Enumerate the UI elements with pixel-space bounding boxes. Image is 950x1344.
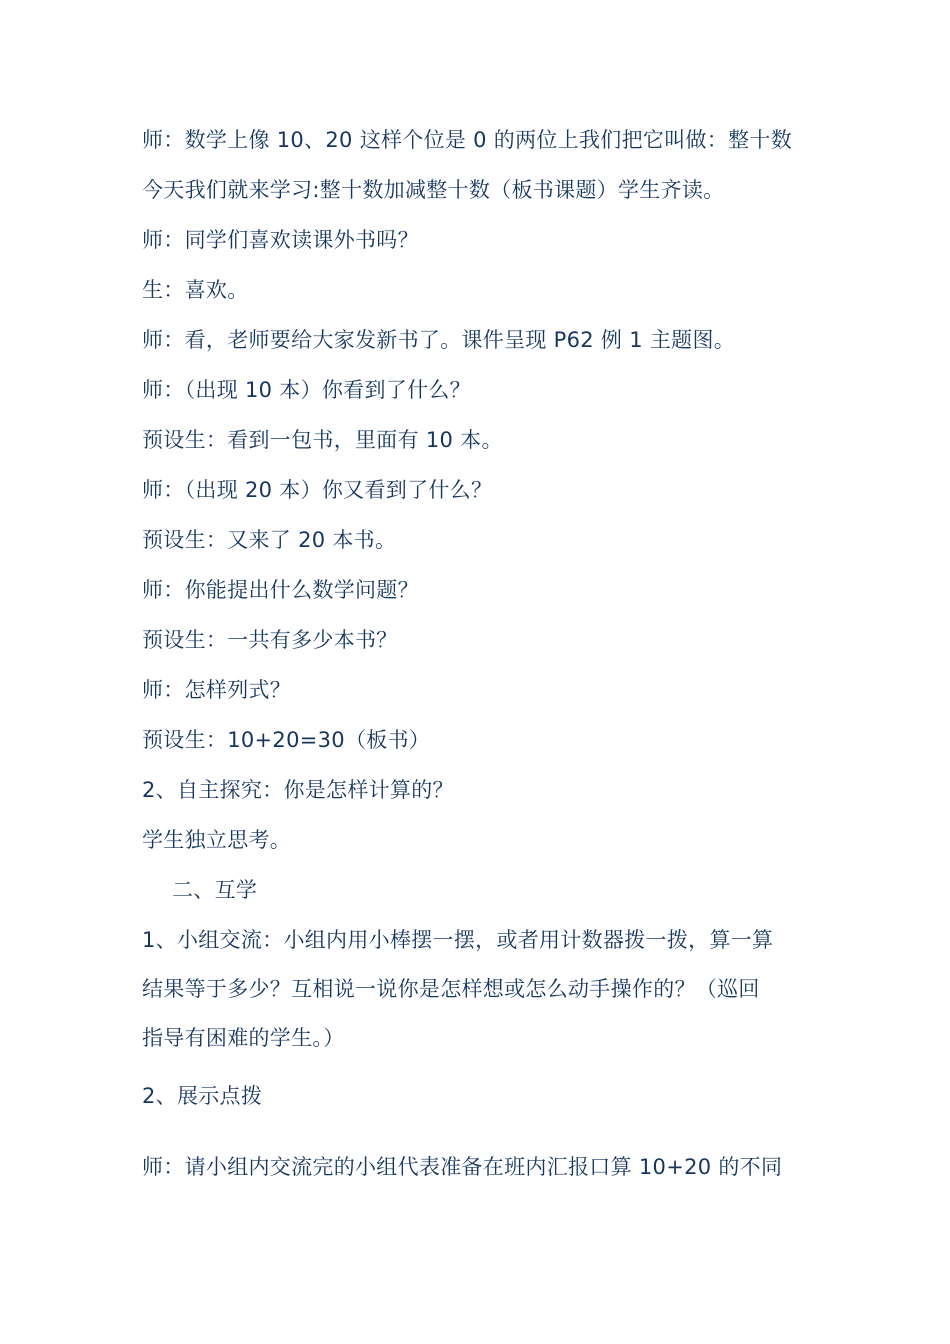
text-line: 师：（出现 20 本）你又看到了什么？ [142,478,493,502]
text-line: 师：请小组内交流完的小组代表准备在班内汇报口算 10+20 的不同 [142,1155,783,1179]
text-line: 师：同学们喜欢读课外书吗？ [142,228,419,252]
text-line: 师：你能提出什么数学问题？ [142,578,419,602]
text-line: 师：怎样列式？ [142,678,292,702]
text-line: 今天我们就来学习:整十数加减整十数（板书课题）学生齐读。 [142,178,725,202]
text-line: 结果等于多少？互相说一说你是怎样想或怎么动手操作的？（巡回 [142,977,760,1001]
text-line: 生：喜欢。 [142,278,249,302]
text-line: 师：看，老师要给大家发新书了。课件呈现 P62 例 1 主题图。 [142,328,736,352]
section-heading: 二、互学 [172,878,258,902]
text-line: 1、小组交流：小组内用小棒摆一摆，或者用计数器拨一拨，算一算 [142,928,774,952]
text-line: 预设生：又来了 20 本书。 [142,528,397,552]
text-line: 预设生：10+20=30（板书） [142,728,431,752]
text-line: 指导有困难的学生。） [142,1026,345,1050]
text-line: 师：（出现 10 本）你看到了什么？ [142,378,471,402]
text-line: 2、展示点拨 [142,1084,263,1108]
text-line: 学生独立思考。 [142,828,292,852]
text-line: 预设生：看到一包书，里面有 10 本。 [142,428,503,452]
text-line: 2、自主探究：你是怎样计算的？ [142,778,454,802]
text-line: 预设生：一共有多少本书？ [142,628,398,652]
text-line: 师：数学上像 10、20 这样个位是 0 的两位上我们把它叫做：整十数 [142,128,793,152]
